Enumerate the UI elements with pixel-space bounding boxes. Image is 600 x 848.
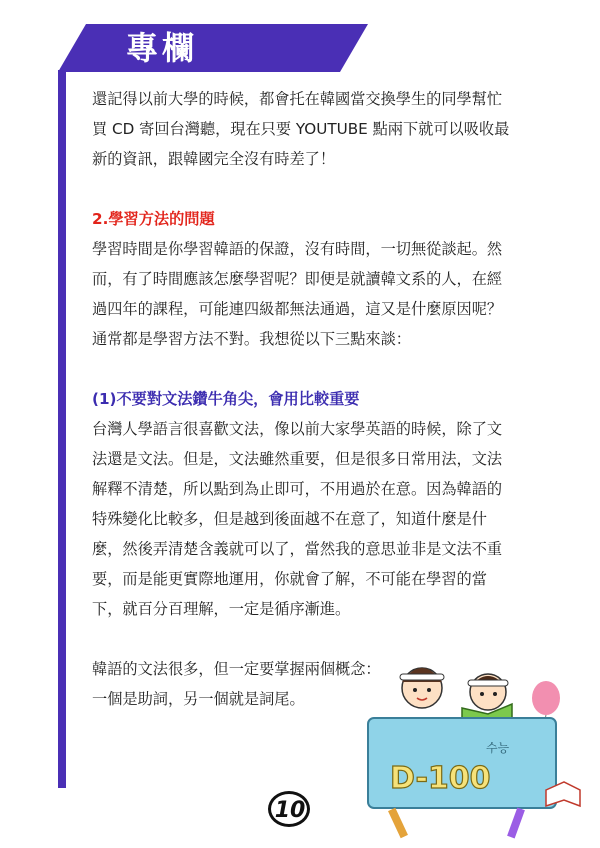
section-heading: 2.學習方法的問題 [92,210,215,228]
sub-heading: (1)不要對文法鑽牛角尖，會用比較重要 [92,390,360,408]
text-line: 過四年的課程，可能連四級都無法通過，這又是什麼原因呢？ [92,300,503,318]
column-banner [58,24,368,72]
article-body [92,84,544,714]
text-line: 買 CD 寄回台灣聽，現在只要 YOUTUBE 點兩下就可以吸收最 [92,120,510,138]
paragraph-2 [92,234,544,354]
pencil-icon [507,808,525,839]
paragraph-3 [92,414,544,624]
text-line: 法還是文法。但是，文法雖然重要，但是很多日常用法，文法 [92,450,503,468]
paragraph-1 [92,84,544,174]
text-line: 麼，然後弄清楚含義就可以了，當然我的意思並非是文法不重 [92,540,503,558]
students-d100-illustration [350,640,590,840]
text-line: 要，而是能更實際地運用，你就會了解，不可能在學習的當 [92,570,487,588]
page-number: 10 [266,790,314,830]
left-accent-bar [58,70,66,788]
text-line: 一個是助詞，另一個就是詞尾。 [92,690,305,708]
text-line: 新的資訊，跟韓國完全沒有時差了！ [92,150,335,168]
d100-text: D-100 [390,761,491,796]
balloon-icon [532,681,560,715]
korean-label: 수능 [486,741,510,755]
pencil-icon [388,808,408,839]
text-line: 通常都是學習方法不對。我想從以下三點來談： [92,330,411,348]
text-line: 台灣人學語言很喜歡文法，像以前大家學英語的時候，除了文 [92,420,503,438]
text-line: 特殊變化比較多，但是越到後面越不在意了，知道什麼是什 [92,510,487,528]
text-line: 而，有了時間應該怎麼學習呢？即便是就讀韓文系的人，在經 [92,270,503,288]
text-line: 下，就百分百理解，一定是循序漸進。 [92,600,351,618]
text-line: 學習時間是你學習韓語的保證，沒有時間，一切無從談起。然 [92,240,503,258]
text-line: 韓語的文法很多，但一定要掌握兩個概念： [92,660,381,678]
text-line: 解釋不清楚，所以點到為止即可，不用過於在意。因為韓語的 [92,480,503,498]
text-line: 還記得以前大學的時候，都會托在韓國當交換學生的同學幫忙 [92,90,503,108]
column-title: 專欄 [126,29,199,67]
